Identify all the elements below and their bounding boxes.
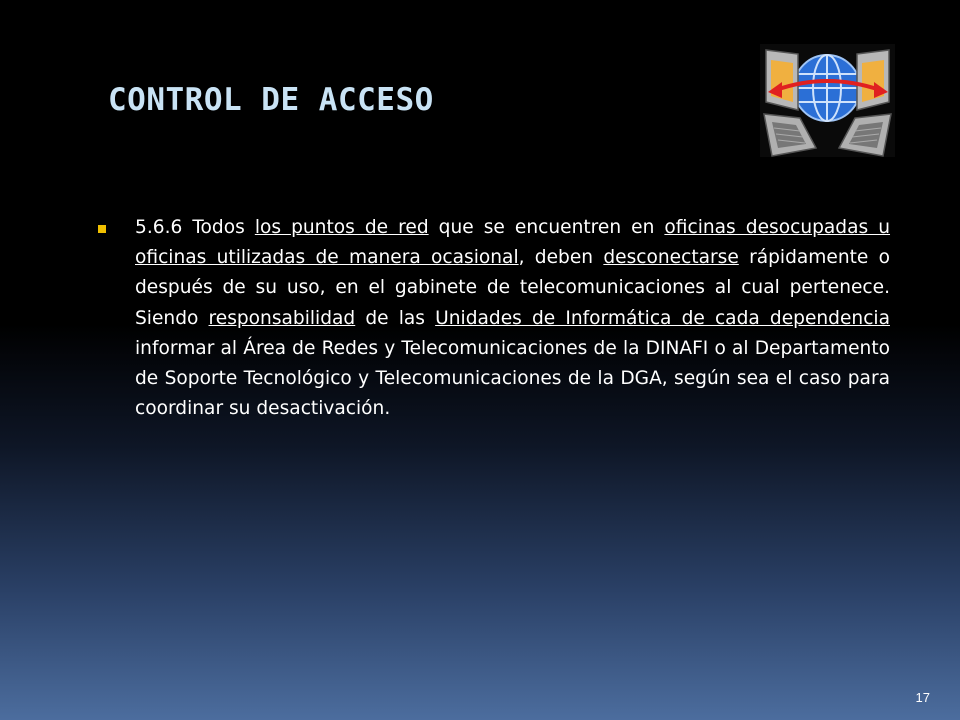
bullet-text	[135, 213, 890, 424]
text-segment-underlined: oficinas desocupadas u oficinas utilizadas de manera ocasional	[135, 217, 891, 269]
text-segment: informar al Área de Redes y Telecomunicaciones de la DINAFI o al Departamento de Soporte Tecnológico y Telecomunicaciones de la DGA, según sea el caso para coordinar su desactivación.	[135, 337, 890, 420]
slide-title: CONTROL DE ACCESO	[108, 82, 434, 118]
bullet-marker	[98, 225, 106, 233]
bullet-item	[98, 213, 890, 424]
text-segment-underlined: Unidades de Informática de cada dependencia	[435, 307, 890, 329]
text-segment: que se encuentren en	[428, 217, 665, 238]
text-segment: 5.6.6 Todos	[135, 217, 255, 238]
text-segment: , deben	[518, 247, 604, 269]
text-segment: rápidamente o después de su uso, en el gabinete de telecomunicaciones al cual pertenece. Siendo	[135, 247, 890, 329]
slide-number: 17	[915, 690, 930, 705]
text-segment-underlined: los puntos de red	[254, 217, 429, 238]
text-segment-underlined: responsabilidad	[208, 307, 356, 329]
text-segment: de las	[355, 307, 436, 329]
network-computers-globe-icon	[760, 44, 895, 157]
text-segment-underlined: desconectarse	[603, 247, 739, 269]
